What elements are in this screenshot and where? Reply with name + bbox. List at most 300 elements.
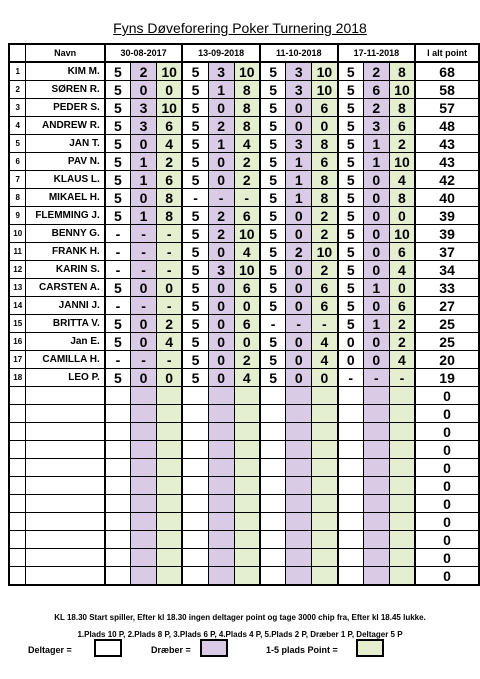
participant-points-cell: 5 [338, 189, 364, 207]
participant-points-cell [338, 513, 364, 531]
participant-points-cell: 5 [105, 99, 131, 117]
header-date-2: 13-09-2018 [182, 44, 260, 62]
table-row [9, 153, 479, 171]
participant-points-cell: 5 [338, 153, 364, 171]
header-number [9, 44, 26, 62]
killer-points-cell [131, 549, 157, 567]
row-number: 3 [9, 99, 26, 117]
place-points-cell [156, 495, 182, 513]
participant-points-cell: 5 [338, 171, 364, 189]
row-number [9, 567, 26, 586]
killer-points-cell: 0 [131, 369, 157, 387]
killer-points-cell: - [286, 315, 312, 333]
killer-points-cell [363, 531, 389, 549]
place-points-cell: 10 [234, 261, 260, 279]
player-name [26, 549, 105, 567]
killer-points-cell [286, 459, 312, 477]
killer-points-cell: 1 [208, 81, 234, 99]
killer-points-cell: 0 [363, 333, 389, 351]
participant-points-cell [260, 441, 286, 459]
table-row [9, 531, 479, 549]
killer-points-cell [363, 513, 389, 531]
place-points-cell: 2 [389, 333, 415, 351]
participant-points-cell: 5 [182, 315, 208, 333]
table-row [9, 333, 479, 351]
killer-points-cell: - [131, 261, 157, 279]
participant-points-cell [338, 387, 364, 405]
killer-points-cell: 1 [131, 171, 157, 189]
place-points-cell: 2 [234, 351, 260, 369]
participant-points-cell [105, 477, 131, 495]
killer-points-cell: 0 [363, 243, 389, 261]
table-row [9, 261, 479, 279]
place-points-cell: 6 [312, 153, 338, 171]
place-points-cell: 8 [234, 81, 260, 99]
place-points-cell [312, 531, 338, 549]
table-row [9, 297, 479, 315]
participant-points-cell [105, 405, 131, 423]
table-row [9, 189, 479, 207]
participant-points-cell [105, 441, 131, 459]
killer-points-cell: 3 [363, 117, 389, 135]
place-points-cell: 6 [312, 279, 338, 297]
player-name: FLEMMING J. [26, 207, 105, 225]
place-points-cell: 10 [312, 243, 338, 261]
place-points-cell [389, 549, 415, 567]
participant-points-cell [338, 567, 364, 586]
participant-points-cell: 5 [182, 117, 208, 135]
killer-points-cell [131, 423, 157, 441]
participant-points-cell: 5 [260, 297, 286, 315]
killer-points-cell: 0 [208, 369, 234, 387]
total-points: 25 [415, 315, 479, 333]
place-points-cell: 6 [312, 297, 338, 315]
killer-points-cell [363, 495, 389, 513]
player-name [26, 441, 105, 459]
table-row [9, 567, 479, 586]
killer-points-cell [208, 549, 234, 567]
place-points-cell: 2 [156, 153, 182, 171]
killer-points-cell [286, 549, 312, 567]
participant-points-cell [338, 531, 364, 549]
killer-points-cell: 0 [363, 171, 389, 189]
participant-points-cell [182, 513, 208, 531]
participant-points-cell [338, 549, 364, 567]
place-points-cell: 10 [389, 225, 415, 243]
place-points-cell: 2 [234, 171, 260, 189]
participant-points-cell: 5 [260, 189, 286, 207]
place-points-cell: 8 [234, 117, 260, 135]
participant-points-cell: - [105, 351, 131, 369]
place-points-cell: 6 [234, 279, 260, 297]
participant-points-cell: - [260, 315, 286, 333]
table-row [9, 243, 479, 261]
killer-points-cell: 3 [286, 62, 312, 81]
place-points-cell [156, 477, 182, 495]
participant-points-cell: 5 [105, 117, 131, 135]
place-points-cell: 10 [156, 99, 182, 117]
killer-points-cell [208, 495, 234, 513]
place-points-cell [156, 459, 182, 477]
place-points-cell: 6 [156, 117, 182, 135]
player-name: KIM M. [26, 62, 105, 81]
place-points-cell: 4 [312, 351, 338, 369]
row-number [9, 441, 26, 459]
participant-points-cell: 5 [338, 135, 364, 153]
place-points-cell: 8 [156, 207, 182, 225]
participant-points-cell [105, 513, 131, 531]
killer-points-cell: 0 [131, 189, 157, 207]
participant-points-cell: 5 [182, 225, 208, 243]
place-points-cell [389, 567, 415, 586]
killer-points-cell: 6 [363, 81, 389, 99]
player-name [26, 495, 105, 513]
killer-points-cell: - [131, 225, 157, 243]
killer-points-cell: 0 [131, 135, 157, 153]
killer-points-cell [208, 513, 234, 531]
participant-points-cell: 5 [338, 207, 364, 225]
participant-points-cell: 5 [105, 369, 131, 387]
participant-points-cell: 5 [182, 243, 208, 261]
place-points-cell [389, 495, 415, 513]
participant-points-cell [338, 423, 364, 441]
killer-points-cell: 0 [363, 207, 389, 225]
killer-points-cell [208, 423, 234, 441]
participant-points-cell: 5 [182, 351, 208, 369]
participant-points-cell [105, 549, 131, 567]
participant-points-cell: 5 [260, 225, 286, 243]
killer-points-cell: 0 [131, 315, 157, 333]
participant-points-cell [260, 567, 286, 586]
table-row [9, 81, 479, 99]
table-row [9, 351, 479, 369]
player-name: CARSTEN A. [26, 279, 105, 297]
killer-points-cell: 0 [208, 153, 234, 171]
killer-points-cell: 2 [286, 243, 312, 261]
place-points-cell: 10 [234, 225, 260, 243]
killer-points-cell [286, 405, 312, 423]
participant-points-cell [260, 477, 286, 495]
place-points-cell: 8 [234, 99, 260, 117]
killer-points-cell: - [131, 297, 157, 315]
killer-points-cell: - [363, 369, 389, 387]
killer-points-cell: 0 [286, 333, 312, 351]
killer-points-cell [208, 387, 234, 405]
total-points: 43 [415, 153, 479, 171]
participant-points-cell: 5 [105, 279, 131, 297]
place-points-cell [156, 549, 182, 567]
player-name [26, 423, 105, 441]
row-number: 16 [9, 333, 26, 351]
participant-points-cell [182, 459, 208, 477]
table-row [9, 441, 479, 459]
participant-points-cell [338, 477, 364, 495]
participant-points-cell: 5 [338, 62, 364, 81]
killer-points-cell [363, 549, 389, 567]
player-name [26, 405, 105, 423]
killer-points-cell [286, 477, 312, 495]
total-points: 0 [415, 459, 479, 477]
participant-points-cell [182, 567, 208, 586]
place-points-cell: 0 [234, 297, 260, 315]
killer-points-cell: 0 [208, 243, 234, 261]
row-number [9, 387, 26, 405]
place-points-cell: 10 [389, 153, 415, 171]
participant-points-cell: 0 [338, 351, 364, 369]
place-points-cell: 8 [389, 99, 415, 117]
participant-points-cell: 5 [338, 243, 364, 261]
table-row [9, 459, 479, 477]
killer-points-cell [286, 423, 312, 441]
participant-points-cell: 5 [260, 279, 286, 297]
player-name: JANNI J. [26, 297, 105, 315]
place-points-cell [234, 441, 260, 459]
participant-points-cell [105, 423, 131, 441]
participant-points-cell: 5 [338, 315, 364, 333]
killer-points-cell: 0 [286, 261, 312, 279]
participant-points-cell: 5 [260, 351, 286, 369]
row-number: 7 [9, 171, 26, 189]
killer-points-cell [208, 405, 234, 423]
killer-points-cell: 1 [363, 135, 389, 153]
table-row [9, 207, 479, 225]
participant-points-cell: 5 [105, 81, 131, 99]
participant-points-cell [260, 423, 286, 441]
row-number [9, 459, 26, 477]
table-row [9, 99, 479, 117]
killer-points-cell: 1 [208, 135, 234, 153]
place-points-cell: 2 [312, 225, 338, 243]
place-points-cell: - [156, 225, 182, 243]
participant-points-cell: 5 [338, 99, 364, 117]
participant-points-cell: 5 [260, 135, 286, 153]
table-row [9, 135, 479, 153]
killer-points-cell: - [208, 189, 234, 207]
row-number: 12 [9, 261, 26, 279]
legend-participant-swatch [94, 639, 122, 657]
place-points-cell: 2 [389, 135, 415, 153]
killer-points-cell [131, 567, 157, 586]
killer-points-cell [208, 459, 234, 477]
legend-killer-swatch [200, 639, 228, 657]
row-number [9, 477, 26, 495]
participant-points-cell: - [182, 189, 208, 207]
killer-points-cell [131, 513, 157, 531]
place-points-cell: 2 [312, 207, 338, 225]
killer-points-cell [131, 477, 157, 495]
participant-points-cell [260, 387, 286, 405]
place-points-cell: 6 [234, 315, 260, 333]
total-points: 48 [415, 117, 479, 135]
header-date-4: 17-11-2018 [338, 44, 416, 62]
participant-points-cell [105, 387, 131, 405]
place-points-cell: 0 [312, 369, 338, 387]
player-name [26, 567, 105, 586]
place-points-cell: 6 [156, 171, 182, 189]
participant-points-cell: 5 [260, 62, 286, 81]
killer-points-cell [286, 567, 312, 586]
participant-points-cell: - [105, 225, 131, 243]
participant-points-cell: 5 [338, 297, 364, 315]
total-points: 0 [415, 495, 479, 513]
place-points-cell: - [156, 297, 182, 315]
participant-points-cell: 5 [105, 153, 131, 171]
total-points: 33 [415, 279, 479, 297]
total-points: 57 [415, 99, 479, 117]
place-points-cell [312, 567, 338, 586]
participant-points-cell: 5 [105, 189, 131, 207]
table-row [9, 62, 479, 81]
killer-points-cell [363, 423, 389, 441]
participant-points-cell [338, 459, 364, 477]
killer-points-cell: 0 [286, 225, 312, 243]
place-points-cell [389, 513, 415, 531]
killer-points-cell [131, 387, 157, 405]
place-points-cell [312, 459, 338, 477]
row-number: 5 [9, 135, 26, 153]
killer-points-cell [131, 405, 157, 423]
place-points-cell [234, 513, 260, 531]
participant-points-cell: - [105, 297, 131, 315]
participant-points-cell: 5 [105, 207, 131, 225]
player-name: Jan E. [26, 333, 105, 351]
participant-points-cell: 5 [182, 369, 208, 387]
legend-participant-label: Deltager = [28, 645, 72, 655]
killer-points-cell [286, 531, 312, 549]
killer-points-cell: 1 [286, 153, 312, 171]
legend-place-points-label: 1-5 plads Point = [266, 645, 338, 655]
participant-points-cell [182, 549, 208, 567]
killer-points-cell: - [131, 243, 157, 261]
killer-points-cell: 0 [286, 279, 312, 297]
place-points-cell: 0 [156, 81, 182, 99]
participant-points-cell [105, 459, 131, 477]
killer-points-cell [131, 441, 157, 459]
participant-points-cell [260, 549, 286, 567]
total-points: 40 [415, 189, 479, 207]
participant-points-cell: 5 [260, 369, 286, 387]
participant-points-cell [182, 387, 208, 405]
place-points-cell: 4 [156, 333, 182, 351]
place-points-cell: 4 [389, 261, 415, 279]
player-name [26, 531, 105, 549]
participant-points-cell: 5 [105, 171, 131, 189]
killer-points-cell: 0 [286, 99, 312, 117]
killer-points-cell: 2 [363, 62, 389, 81]
participant-points-cell [182, 531, 208, 549]
place-points-cell: 6 [389, 117, 415, 135]
place-points-cell: 10 [389, 81, 415, 99]
killer-points-cell: 3 [131, 117, 157, 135]
place-points-cell [389, 423, 415, 441]
place-points-cell: 0 [156, 279, 182, 297]
killer-points-cell: 3 [131, 99, 157, 117]
place-points-cell [312, 477, 338, 495]
player-name: MIKAEL H. [26, 189, 105, 207]
table-row [9, 315, 479, 333]
player-name: CAMILLA H. [26, 351, 105, 369]
participant-points-cell: 0 [338, 333, 364, 351]
row-number: 13 [9, 279, 26, 297]
total-points: 0 [415, 441, 479, 459]
place-points-cell: 6 [234, 207, 260, 225]
player-name: SØREN R. [26, 81, 105, 99]
score-table [8, 43, 480, 586]
player-name: KLAUS L. [26, 171, 105, 189]
killer-points-cell [208, 567, 234, 586]
participant-points-cell [182, 423, 208, 441]
killer-points-cell: 1 [286, 189, 312, 207]
participant-points-cell: 5 [182, 279, 208, 297]
place-points-cell: 4 [312, 333, 338, 351]
legend-killer-label: Dræber = [151, 645, 191, 655]
row-number: 9 [9, 207, 26, 225]
place-points-cell: 4 [156, 135, 182, 153]
participant-points-cell: 5 [182, 261, 208, 279]
participant-points-cell [338, 441, 364, 459]
killer-points-cell: 1 [363, 315, 389, 333]
place-points-cell [389, 441, 415, 459]
killer-points-cell: 0 [131, 333, 157, 351]
killer-points-cell [208, 477, 234, 495]
place-points-cell: 6 [312, 99, 338, 117]
place-points-cell [312, 513, 338, 531]
place-points-cell: 2 [389, 315, 415, 333]
place-points-cell: 4 [389, 171, 415, 189]
place-points-cell [156, 441, 182, 459]
participant-points-cell [182, 477, 208, 495]
place-points-cell: 6 [389, 243, 415, 261]
place-points-cell: 8 [312, 135, 338, 153]
participant-points-cell [182, 441, 208, 459]
row-number: 8 [9, 189, 26, 207]
header-row [9, 44, 479, 62]
place-points-cell [234, 495, 260, 513]
killer-points-cell: 2 [131, 62, 157, 81]
participant-points-cell [260, 495, 286, 513]
place-points-cell: - [156, 243, 182, 261]
player-name: JAN T. [26, 135, 105, 153]
participant-points-cell: 5 [182, 333, 208, 351]
table-body [9, 62, 479, 585]
killer-points-cell: 2 [208, 117, 234, 135]
participant-points-cell: 5 [105, 315, 131, 333]
participant-points-cell: 5 [338, 261, 364, 279]
place-points-cell: 2 [312, 261, 338, 279]
killer-points-cell [131, 495, 157, 513]
place-points-cell: 0 [156, 369, 182, 387]
player-name: PAV N. [26, 153, 105, 171]
total-points: 0 [415, 387, 479, 405]
participant-points-cell [338, 495, 364, 513]
total-points: 0 [415, 477, 479, 495]
killer-points-cell [286, 513, 312, 531]
table-row [9, 405, 479, 423]
total-points: 0 [415, 549, 479, 567]
row-number: 17 [9, 351, 26, 369]
total-points: 19 [415, 369, 479, 387]
place-points-cell: 4 [234, 243, 260, 261]
table-row [9, 117, 479, 135]
header-date-3: 11-10-2018 [260, 44, 338, 62]
place-points-cell: - [156, 351, 182, 369]
row-number: 2 [9, 81, 26, 99]
place-points-cell: - [234, 189, 260, 207]
place-points-cell: 8 [312, 171, 338, 189]
header-name: Navn [26, 44, 105, 62]
killer-points-cell: 0 [363, 297, 389, 315]
points-rule: 1.Plads 10 P, 2.Plads 8 P, 3.Plads 6 P, 4.Plads 4 P, 5.Plads 2 P, Dræber 1 P, Deltager 5 P [77, 630, 403, 639]
